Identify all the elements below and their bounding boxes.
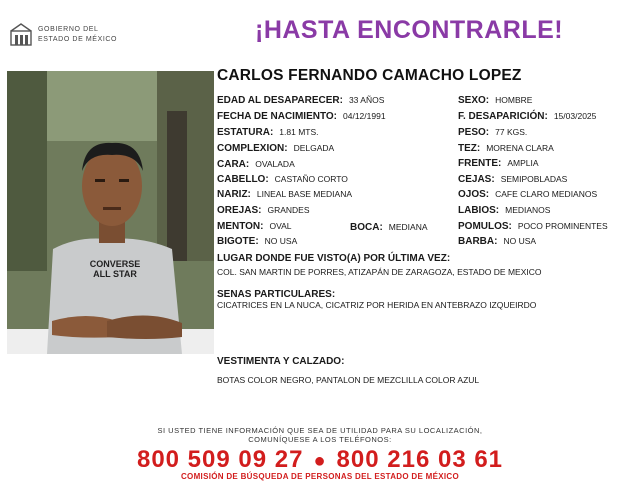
marks-label: SENAS PARTICULARES: bbox=[217, 289, 336, 300]
person-name: CARLOS FERNANDO CAMACHO LOPEZ bbox=[217, 67, 522, 84]
field-value: 04/12/1991 bbox=[343, 111, 386, 121]
field-cabello bbox=[217, 174, 348, 185]
field-label: BARBA: bbox=[458, 236, 498, 247]
field-estatura bbox=[217, 127, 319, 138]
field-label: EDAD AL DESAPARECER: bbox=[217, 95, 343, 106]
field-cara bbox=[217, 159, 295, 170]
field-label: COMPLEXION: bbox=[217, 143, 288, 154]
field-value: CASTAÑO CORTO bbox=[274, 174, 348, 184]
field-label: F. DESAPARICIÓN: bbox=[458, 111, 548, 122]
field-labios bbox=[458, 205, 550, 216]
field-menton bbox=[217, 221, 292, 232]
field-value: MEDIANOS bbox=[505, 205, 551, 215]
field-label: SEXO: bbox=[458, 95, 490, 106]
field-value: MEDIANA bbox=[388, 222, 428, 232]
field-sexo bbox=[458, 95, 532, 106]
field-label: OJOS: bbox=[458, 189, 490, 200]
clothing-label: VESTIMENTA Y CALZADO: bbox=[217, 356, 345, 367]
field-value: LINEAL BASE MEDIANA bbox=[256, 189, 352, 199]
field-value: DELGADA bbox=[293, 143, 335, 153]
field-ojos bbox=[458, 189, 597, 200]
field-label: ESTATURA: bbox=[217, 127, 274, 138]
field-label: BOCA: bbox=[350, 222, 383, 233]
phone-1[interactable]: 800 509 09 27 bbox=[136, 446, 304, 473]
field-label: PESO: bbox=[458, 127, 490, 138]
field-peso bbox=[458, 127, 527, 138]
field-label: POMULOS: bbox=[458, 221, 512, 232]
field-value: SEMIPOBLADAS bbox=[500, 174, 568, 184]
field-value: MORENA CLARA bbox=[486, 143, 554, 153]
field-boca bbox=[350, 222, 428, 233]
field-value: 1.81 MTS. bbox=[279, 127, 319, 137]
field-value: AMPLIA bbox=[507, 158, 539, 168]
person-photo bbox=[7, 71, 214, 354]
field-label: TEZ: bbox=[458, 143, 481, 154]
field-value: CAFE CLARO MEDIANOS bbox=[495, 189, 598, 199]
field-label: FRENTE: bbox=[458, 158, 502, 169]
field-frente bbox=[458, 158, 539, 169]
field-label: FECHA DE NACIMIENTO: bbox=[217, 111, 337, 122]
state-label: ESTADO DE MÉXICO bbox=[38, 36, 118, 43]
field-barba bbox=[458, 236, 536, 247]
field-value: NO USA bbox=[503, 236, 537, 246]
government-logo bbox=[8, 22, 128, 48]
field-label: MENTON: bbox=[217, 221, 264, 232]
field-nacimiento bbox=[217, 111, 386, 122]
field-nariz bbox=[217, 189, 352, 200]
government-label: GOBIERNO DEL bbox=[38, 26, 99, 33]
field-value: 77 KGS. bbox=[495, 127, 528, 137]
field-value: HOMBRE bbox=[495, 95, 533, 105]
contact-instructions-2: COMUNÍQUESE A LOS TELÉFONOS: bbox=[248, 435, 392, 444]
field-complexion bbox=[217, 143, 334, 154]
photo-illustration bbox=[7, 71, 214, 354]
field-edad bbox=[217, 95, 384, 106]
field-bigote bbox=[217, 236, 297, 247]
field-label: NARIZ: bbox=[217, 189, 251, 200]
field-tez bbox=[458, 143, 554, 154]
last-seen-value: COL. SAN MARTIN DE PORRES, ATIZAPÁN DE ZARAGOZA, ESTADO DE MEXICO bbox=[217, 267, 542, 277]
last-seen-label: LUGAR DONDE FUE VISTO(A) POR ÚLTIMA VEZ: bbox=[217, 253, 451, 264]
field-label: CABELLO: bbox=[217, 174, 269, 185]
field-value: 33 AÑOS bbox=[348, 95, 385, 105]
field-value: OVAL bbox=[269, 221, 292, 231]
field-desaparicion bbox=[458, 111, 596, 122]
commission-name: COMISIÓN DE BÚSQUEDA DE PERSONAS DEL ESTADO DE MÉXICO bbox=[180, 472, 459, 481]
phone-2[interactable]: 800 216 03 61 bbox=[336, 446, 504, 473]
field-value: GRANDES bbox=[267, 205, 310, 215]
separator-dot-icon: ● bbox=[313, 450, 327, 472]
field-label: LABIOS: bbox=[458, 205, 500, 216]
field-value: POCO PROMINENTES bbox=[517, 221, 608, 231]
field-value: OVALADA bbox=[255, 159, 295, 169]
field-value: NO USA bbox=[264, 236, 298, 246]
field-orejas bbox=[217, 205, 310, 216]
field-label: OREJAS: bbox=[217, 205, 262, 216]
field-value: 15/03/2025 bbox=[553, 111, 597, 121]
clothing-value: BOTAS COLOR NEGRO, PANTALON DE MEZCLILLA COLOR AZUL bbox=[217, 375, 480, 385]
state-seal-icon bbox=[8, 22, 34, 48]
marks-value: CICATRICES EN LA NUCA, CICATRIZ POR HERIDA EN ANTEBRAZO IZQUEIRDO bbox=[217, 300, 537, 310]
headline: ¡HASTA ENCONTRARLE! bbox=[255, 16, 564, 44]
field-label: CARA: bbox=[217, 159, 250, 170]
field-cejas bbox=[458, 174, 567, 185]
field-label: CEJAS: bbox=[458, 174, 495, 185]
contact-instructions: SI USTED TIENE INFORMACIÓN QUE SEA DE UTILIDAD PARA SU LOCALIZACIÓN, bbox=[157, 426, 483, 435]
phone-numbers bbox=[0, 446, 640, 474]
field-label: BIGOTE: bbox=[217, 236, 259, 247]
field-pomulos bbox=[458, 221, 608, 232]
shirt-logo-text: CONVERSE ALL STAR bbox=[89, 259, 141, 279]
